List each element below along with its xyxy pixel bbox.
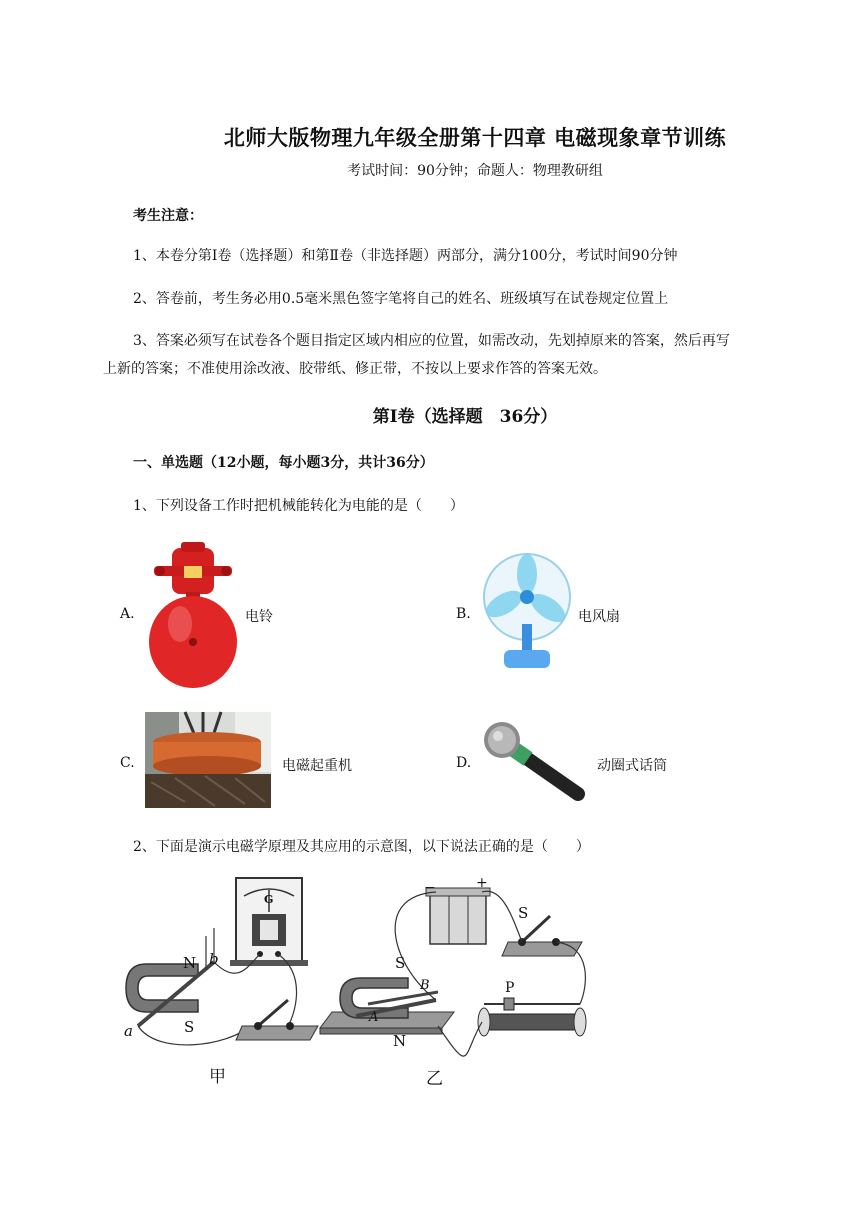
option-c-letter[interactable]: C. [120,755,135,771]
notice-item-2: 2、答卷前，考生务必用0.5毫米黑色签字笔将自己的姓名、班级填写在试卷规定位置上 [133,291,669,307]
question-2: 2、下面是演示电磁学原理及其应用的示意图，以下说法正确的是（ ） [133,839,590,855]
label-yi: 乙 [426,1069,443,1089]
option-c-label: 电磁起重机 [282,758,352,774]
electric-bell-icon [148,542,238,690]
option-b-letter[interactable]: B. [456,606,471,622]
electromagnetic-crane-icon [145,712,271,808]
option-a-letter[interactable]: A. [120,606,135,622]
label-switch-s: S [518,904,529,922]
option-b-label: 电风扇 [578,609,620,625]
electric-fan-icon [482,552,572,672]
label-s-jia: S [184,1018,195,1036]
label-b: b [209,950,219,968]
label-n-yi: N [393,1032,407,1050]
figure-yi [312,876,602,1086]
notice-item-3: 3、答案必须写在试卷各个题目指定区域内相应的位置，如需改动，先划掉原来的答案，然后再写 [133,333,730,349]
label-plus: + [476,875,488,891]
label-g: G [264,893,274,906]
label-p: P [505,980,515,996]
label-B: B [420,978,430,993]
label-a: a [124,1022,133,1040]
label-n-jia: N [183,954,197,972]
label-jia: 甲 [209,1067,226,1087]
section-title: 第Ⅰ卷（选择题 36分） [372,407,558,427]
exam-info: 考试时间：90分钟；命题人：物理教研组 [347,163,603,179]
question-1: 1、下列设备工作时把机械能转化为电能的是（ ） [133,498,464,514]
dynamic-microphone-icon [482,718,586,800]
page-title: 北师大版物理九年级全册第十四章 电磁现象章节训练 [223,125,727,150]
option-a-label: 电铃 [245,609,273,625]
label-A: A [369,1010,379,1025]
notice-heading: 考生注意： [133,208,203,224]
figure-jia [118,876,318,1086]
option-d-letter[interactable]: D. [456,755,472,771]
label-s-yi: S [395,954,406,972]
subsection-title: 一、单选题（12小题，每小题3分，共计36分） [133,455,434,471]
notice-item-1: 1、本卷分第Ⅰ卷（选择题）和第Ⅱ卷（非选择题）两部分，满分100分，考试时间90分钟 [133,248,678,264]
option-d-label: 动圈式话筒 [597,758,667,774]
notice-item-3-cont: 上新的答案；不准使用涂改液、胶带纸、修正带，不按以上要求作答的答案无效。 [103,361,607,377]
label-minus: − [424,880,436,896]
